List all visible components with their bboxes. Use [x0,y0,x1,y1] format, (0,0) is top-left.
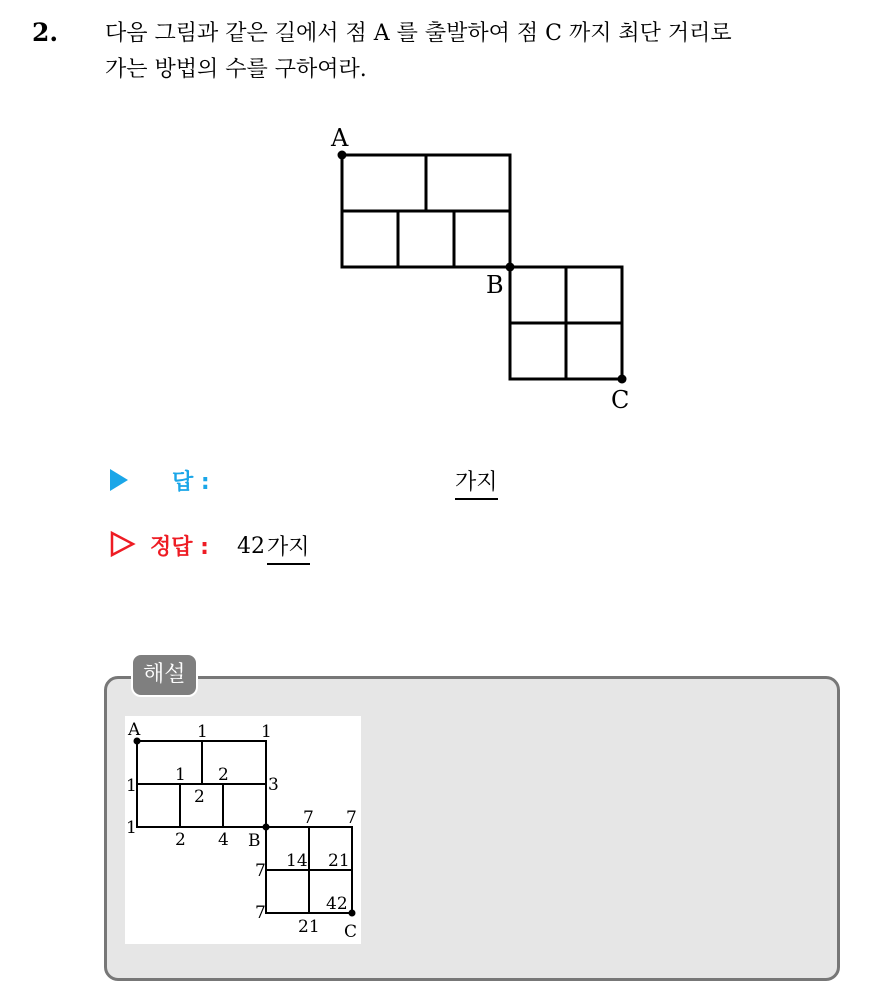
outline-triangle-icon [110,530,136,558]
count-sq-top-7a: 7 [303,808,314,828]
count-sq-42: 42 [326,894,348,914]
count-inner-2a: 2 [218,765,229,785]
count-sq-21a: 21 [328,851,350,871]
count-left-bottom: 1 [126,818,137,838]
play-triangle-icon [110,469,128,491]
correct-answer-label: 정답 : [150,535,209,560]
correct-answer-unit: 가지 [267,530,310,565]
grid-figure [318,122,658,422]
count-left-mid: 1 [126,776,137,796]
sol-point-b: B [248,831,261,851]
correct-answer-value: 42 [237,534,265,559]
sol-point-c: C [344,922,358,942]
point-c-dot [618,375,627,384]
count-bottom-2: 2 [175,830,186,850]
count-sq-left-7b: 7 [255,903,266,923]
count-sq-left-7a: 7 [255,861,266,881]
question-line-2: 가는 방법의 수를 구하여라. [105,57,367,82]
point-c-label: C [611,386,630,414]
count-bottom-4: 4 [218,830,229,850]
count-sq-top-7b: 7 [346,808,357,828]
count-right-3: 3 [268,775,279,795]
count-inner-2b: 2 [194,787,205,807]
count-inner-1: 1 [175,765,186,785]
point-a-label: A [331,124,349,152]
answer-label: 답 : [172,470,210,495]
question-number: 2. [32,18,59,47]
sol-point-a: A [128,720,141,740]
question-text [105,16,875,88]
answer-unit: 가지 [455,465,498,500]
solution-tab: 해설 [131,653,198,697]
count-sq-21b: 21 [298,917,320,937]
point-b-dot [506,263,515,272]
question-line-1: 다음 그림과 같은 길에서 점 A 를 출발하여 점 C 까지 최단 거리로 [105,21,732,46]
count-top-mid: 1 [197,722,208,742]
count-top-right: 1 [261,722,272,742]
count-sq-14: 14 [286,851,308,871]
solution-figure [125,716,361,944]
point-b-label: B [486,271,504,299]
